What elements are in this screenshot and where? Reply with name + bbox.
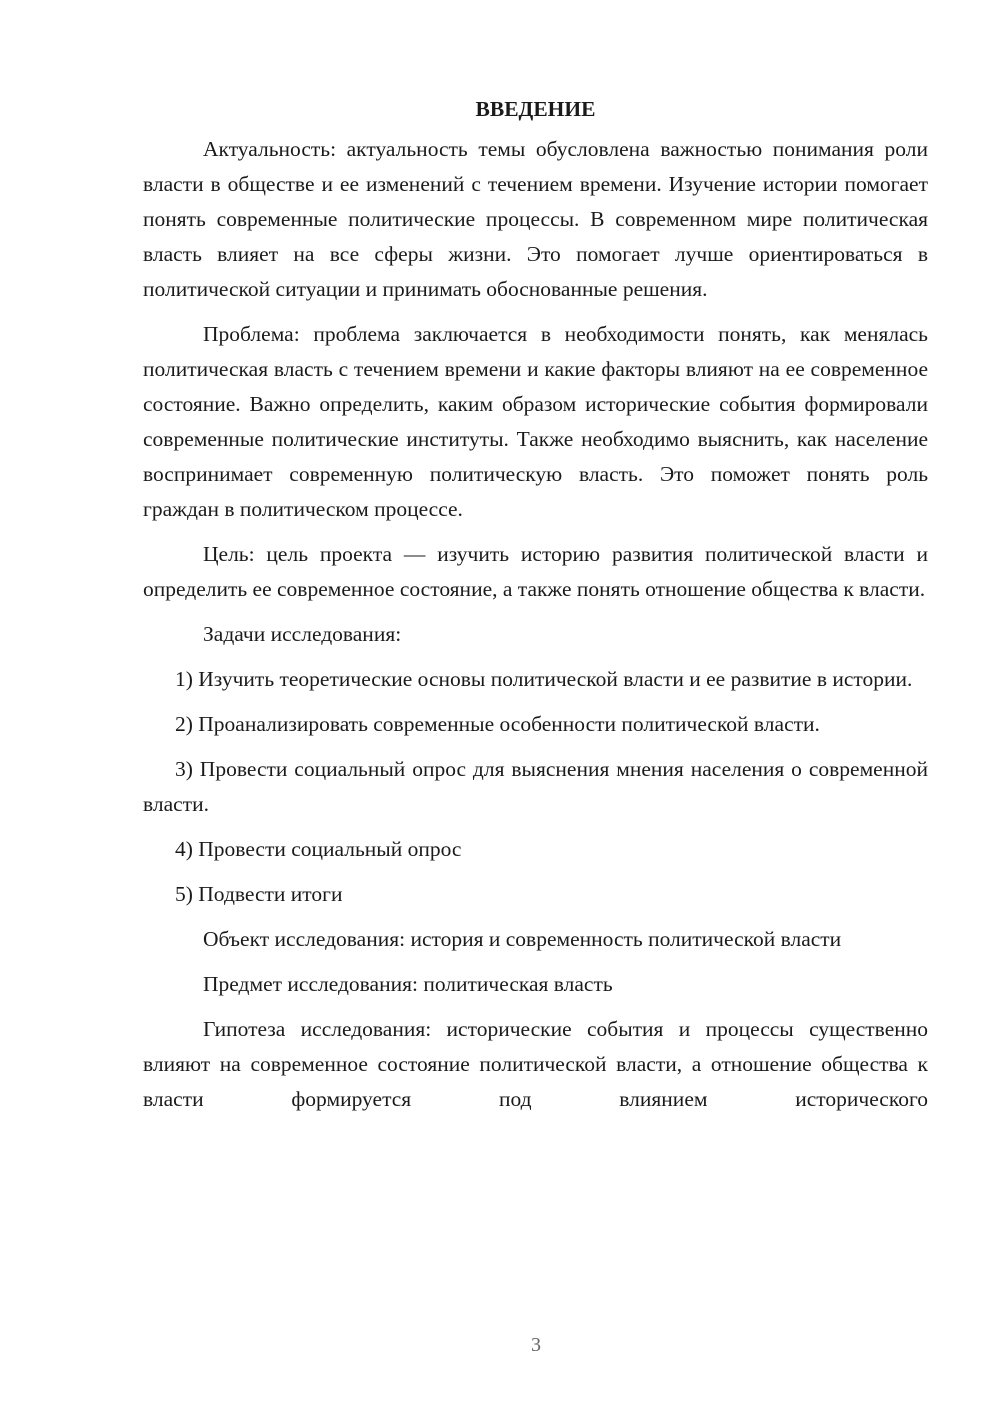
page-number: 3 — [531, 1334, 541, 1356]
document-page — [143, 92, 928, 1117]
relevance-paragraph: Актуальность: актуальность темы обусловлена важностью понимания роли власти в обществе и ее изменений с течением времени. Изучение истории помогает понять современные политические процессы. В современном мире политическая власть влияет на все сферы жизни. Это помогает лучше ориентироваться в политической ситуации и принимать обоснованные решения. — [143, 137, 928, 301]
goal-paragraph: Цель: цель проекта — изучить историю развития политической власти и определить ее современное состояние, а также понять отношение общества к власти. — [143, 542, 928, 601]
tasks-heading: Задачи исследования: — [203, 622, 402, 646]
task-item-5: 5) Подвести итоги — [175, 882, 343, 906]
task-item-2: 2) Проанализировать современные особенности политической власти. — [175, 712, 820, 736]
problem-paragraph: Проблема: проблема заключается в необходимости понять, как менялась политическая власть с течением времени и какие факторы влияют на ее современное состояние. Важно определить, каким образом исторические события формировали современные политические институты. Также необходимо выяснить, как население воспринимает современную политическую власть. Это поможет понять роль граждан в политическом процессе. — [143, 322, 928, 521]
task-item-3: 3) Провести социальный опрос для выяснения мнения населения о современной власти. — [143, 757, 928, 816]
subject-paragraph: Предмет исследования: политическая власть — [203, 972, 613, 996]
task-item-4: 4) Провести социальный опрос — [175, 837, 462, 861]
page-title: ВВЕДЕНИЕ — [475, 97, 596, 121]
object-paragraph: Объект исследования: история и современность политической власти — [203, 927, 842, 951]
hypothesis-paragraph: Гипотеза исследования: исторические события и процессы существенно влияют на современное состояние политической власти, а отношение общества к власти формируется под влиянием исторического — [143, 1017, 928, 1111]
task-item-1: 1) Изучить теоретические основы политической власти и ее развитие в истории. — [175, 667, 913, 691]
